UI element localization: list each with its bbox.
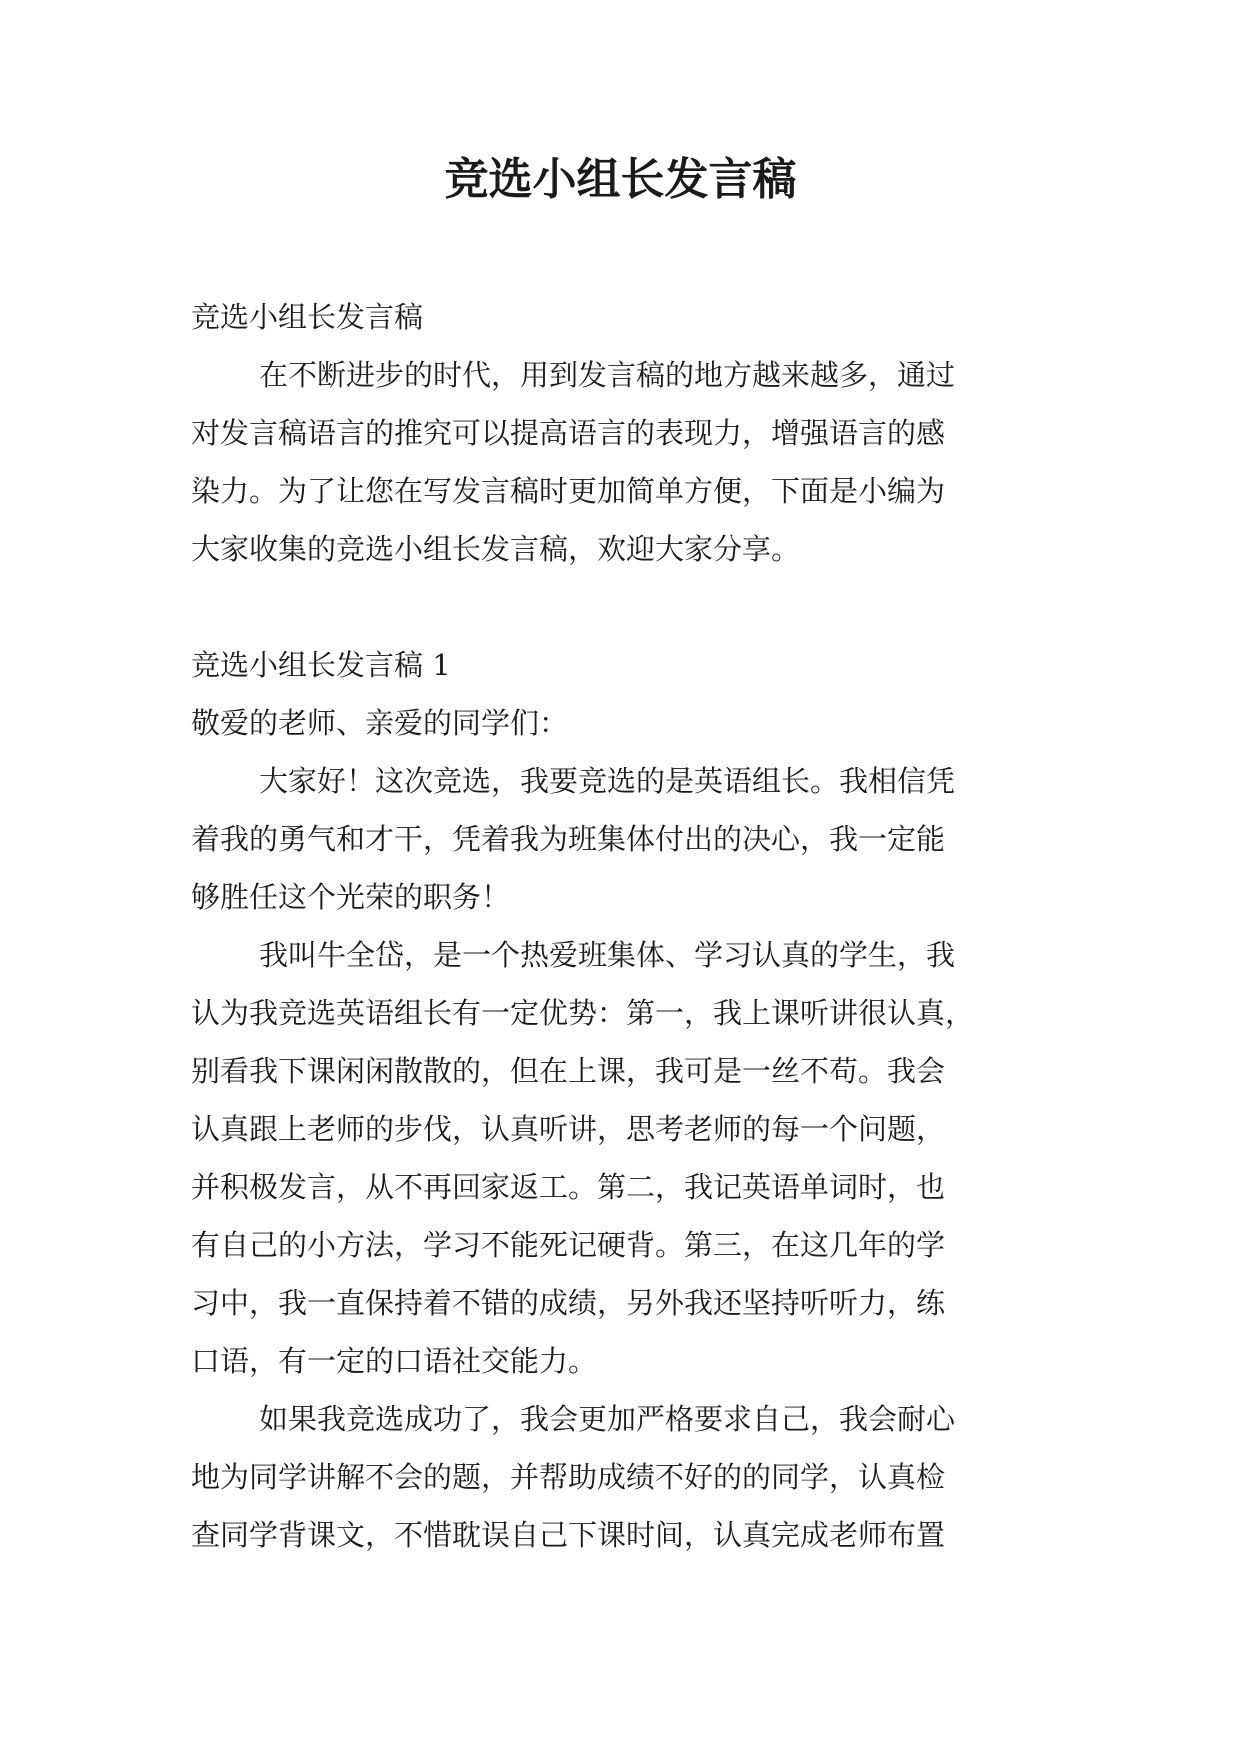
paragraph-line: 大家好！这次竞选，我要竞选的是英语组长。我相信凭 (259, 764, 956, 798)
paragraph-line: 如果我竞选成功了，我会更加严格要求自己，我会耐心 (259, 1402, 956, 1436)
paragraph-line: 大家收集的竞选小组长发言稿，欢迎大家分享。 (191, 532, 801, 566)
document-body (191, 288, 1063, 1564)
document-title: 竞选小组长发言稿 (444, 154, 797, 205)
paragraph-line: 口语，有一定的口语社交能力。 (191, 1344, 598, 1378)
paragraph-line: 并积极发言，从不再回家返工。第二，我记英语单词时，也 (191, 1170, 946, 1204)
paragraph-line: 够胜任这个光荣的职务！ (191, 880, 511, 914)
paragraph-line: 地为同学讲解不会的题，并帮助成绩不好的的同学，认真检 (191, 1460, 946, 1494)
paragraph-line: 认为我竞选英语组长有一定优势：第一，我上课听讲很认真， (191, 996, 975, 1030)
paragraph-line: 有自己的小方法，学习不能死记硬背。第三，在这几年的学 (191, 1228, 946, 1262)
paragraph-line: 别看我下课闲闲散散的，但在上课，我可是一丝不苟。我会 (191, 1054, 946, 1088)
paragraph-line: 在不断进步的时代，用到发言稿的地方越来越多，通过 (259, 358, 956, 392)
paragraph-line: 我叫牛全岱，是一个热爱班集体、学习认真的学生，我 (259, 938, 956, 972)
paragraph-line: 习中，我一直保持着不错的成绩，另外我还坚持听听力，练 (191, 1286, 946, 1320)
salutation: 敬爱的老师、亲爱的同学们： (191, 706, 569, 740)
paragraph-line: 认真跟上老师的步伐，认真听讲，思考老师的每一个问题， (191, 1112, 946, 1146)
blank-line (191, 578, 1063, 636)
section-heading: 竞选小组长发言稿 1 (191, 648, 451, 682)
paragraph-line: 染力。为了让您在写发言稿时更加简单方便，下面是小编为 (191, 474, 946, 508)
paragraph-line: 查同学背课文，不惜耽误自己下课时间，认真完成老师布置 (191, 1518, 946, 1552)
paragraph-line: 对发言稿语言的推究可以提高语言的表现力，增强语言的感 (191, 416, 946, 450)
paragraph-line: 着我的勇气和才干，凭着我为班集体付出的决心，我一定能 (191, 822, 946, 856)
section-heading: 竞选小组长发言稿 (191, 300, 424, 334)
